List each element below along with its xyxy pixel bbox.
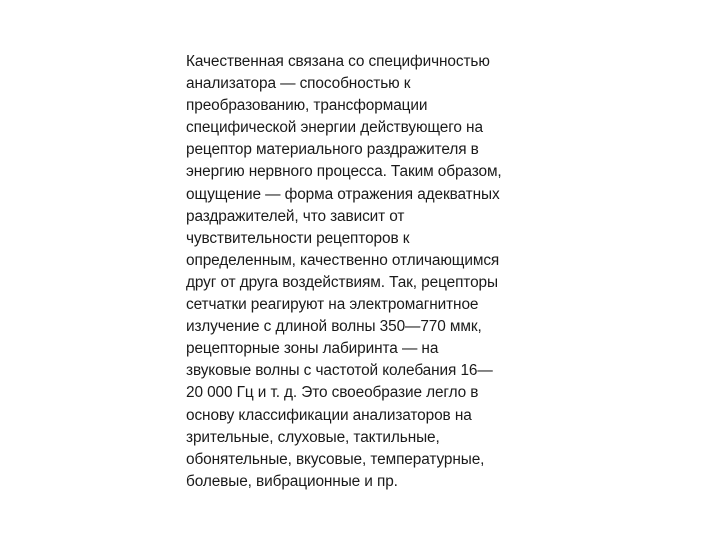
text-line: звуковые волны с частотой колебания 16— (186, 362, 493, 380)
text-line: Качественная связана со специфичностью (186, 53, 490, 70)
text-line: раздражителей, что зависит от (186, 207, 405, 225)
text-line: преобразованию, трансформации (186, 97, 428, 115)
text-line: 20 000 Гц и т. д. Это своеобразие легло в (186, 384, 479, 402)
text-line: рецепторные зоны лабиринта — на (186, 340, 439, 358)
text-line: обонятельные, вкусовые, температурные, (186, 450, 485, 468)
text-line: сетчатки реагируют на электромагнитное (186, 296, 479, 314)
text-line: анализатора — способностью к (186, 75, 411, 93)
text-line: ощущение — форма отражения адекватных (186, 185, 500, 203)
text-line: специфической энергии действующего на (186, 119, 483, 137)
text-line: зрительные, слуховые, тактильные, (186, 428, 440, 446)
text-line: друг от друга воздействиям. Так, рецепторы (186, 273, 498, 291)
text-line: определенным, качественно отличающимся (186, 251, 500, 269)
text-line: рецептор материального раздражителя в (186, 141, 479, 159)
body-paragraph (186, 51, 546, 493)
text-line: энергию нервного процесса. Таким образом, (186, 163, 502, 181)
text-line: основу классификации анализаторов на (186, 406, 472, 424)
text-line: болевые, вибрационные и пр. (186, 472, 398, 490)
text-line: излучение с длиной волны 350—770 ммк, (186, 318, 482, 336)
text-line: чувствительности рецепторов к (186, 229, 410, 247)
